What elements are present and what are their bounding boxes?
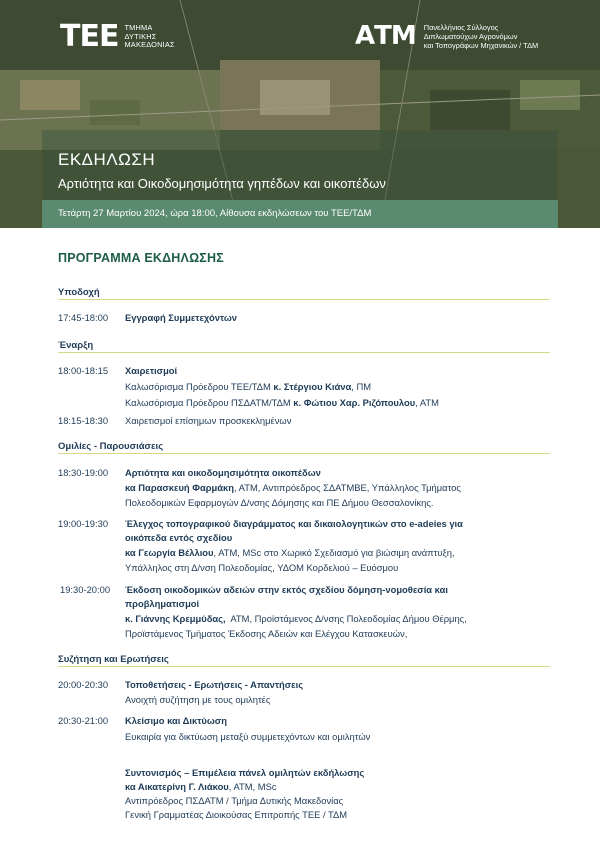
section-opening: Έναρξη <box>58 335 550 353</box>
item-title: Τοποθετήσεις - Ερωτήσεις - Απαντήσεις <box>125 679 304 690</box>
tee-logo-mark: ΤΕΕ <box>60 19 119 54</box>
time-slot: 19:00-19:30 <box>58 518 109 529</box>
welcome-line-1: Καλωσόρισμα Πρόεδρου ΤΕΕ/ΤΔΜ κ. Στέργιου Κιάνα, ΠΜ <box>125 381 372 392</box>
section-reception: Υποδοχή <box>58 282 550 300</box>
item-title: Έκδοση οικοδομικών αδειών στην εκτός σχεδίου δόμηση-νομοθεσία και <box>125 584 448 595</box>
item-title: Κλείσιμο και Δικτύωση <box>125 715 227 726</box>
item-text: Ευκαιρία για δικτύωση μεταξύ συμμετεχόντων και ομιλητών <box>125 731 371 742</box>
time-slot: 17:45-18:00 <box>58 312 109 323</box>
item-title: Αρτιότητα και οικοδομησιμότητα οικοπέδων <box>125 467 321 478</box>
item-title: Χαιρετισμοί <box>125 365 178 376</box>
welcome-line-2: Καλωσόρισμα Πρόεδρου ΠΣΔΑΤΜ/ΤΔΜ κ. Φώτιου Χαρ. Ριζόπουλου, ΑΤΜ <box>125 397 439 408</box>
event-label: ΕΚΔΗΛΩΣΗ <box>58 150 156 169</box>
date-bar <box>42 200 558 228</box>
item-text: Ανοιχτή συζήτηση με τους ομιλητές <box>125 694 271 705</box>
time-slot: 18:00-18:15 <box>58 365 109 376</box>
item-title: Εγγραφή Συμμετεχόντων <box>125 312 237 323</box>
tee-logo-subtitle: ΤΜΗΜΑ ΔΥΤΙΚΗΣ ΜΑΚΕΔΟΝΙΑΣ <box>124 23 175 50</box>
atm-logo <box>355 22 538 50</box>
coordination-title: Συντονισμός – Επιμέλεια πάνελ ομιλητών εκδήλωσης <box>125 767 365 778</box>
time-slot: 20:30-21:00 <box>58 715 109 726</box>
time-slot: 19:30-20:00 <box>60 584 111 595</box>
speaker-name: κα Παρασκευή Φαρμάκη <box>125 482 234 493</box>
section-talks: Ομιλίες - Παρουσιάσεις <box>58 436 550 454</box>
list-item <box>58 364 550 406</box>
event-date-line: Τετάρτη 27 Μαρτίου 2024, ώρα 18:00, Αίθουσα εκδηλώσεων του ΤΕΕ/ΤΔΜ <box>58 208 372 219</box>
time-slot: 18:15-18:30 <box>58 415 109 426</box>
atm-logo-subtitle: Πανελλήνιος Σύλλογος Διπλωματούχων Αγρονόμων και Τοπογράφων Μηχανικών / ΤΔΜ <box>423 22 539 50</box>
header-aerial-banner <box>0 0 600 228</box>
program-title: ΠΡΟΓΡΑΜΜΑ ΕΚΔΗΛΩΣΗΣ <box>58 251 224 265</box>
item-text: Χαιρετισμοί επίσημων προσκεκλημένων <box>125 415 292 426</box>
event-subtitle: Αρτιότητα και Οικοδομησιμότητα γηπέδων και οικοπέδων <box>58 176 386 191</box>
time-slot: 18:30-19:00 <box>58 467 109 478</box>
section-discussion: Συζήτηση και Ερωτήσεις <box>58 649 550 667</box>
tee-logo <box>60 19 175 54</box>
atm-logo-mark: ΑΤΜ <box>355 21 416 51</box>
time-slot: 20:00-20:30 <box>58 679 109 690</box>
coordinator-name: κα Αικατερίνη Γ. Λιάκου <box>125 781 229 792</box>
speaker-name: κ. Γιάννης Κρεμμύδας, <box>125 613 226 624</box>
item-title: Έλεγχος τοπογραφικού διαγράμματος και δικαιολογητικών στο e-adeies για <box>125 518 463 529</box>
speaker-name: κα Γεωργία Βέλλιου <box>125 547 214 558</box>
event-heading <box>42 130 558 200</box>
